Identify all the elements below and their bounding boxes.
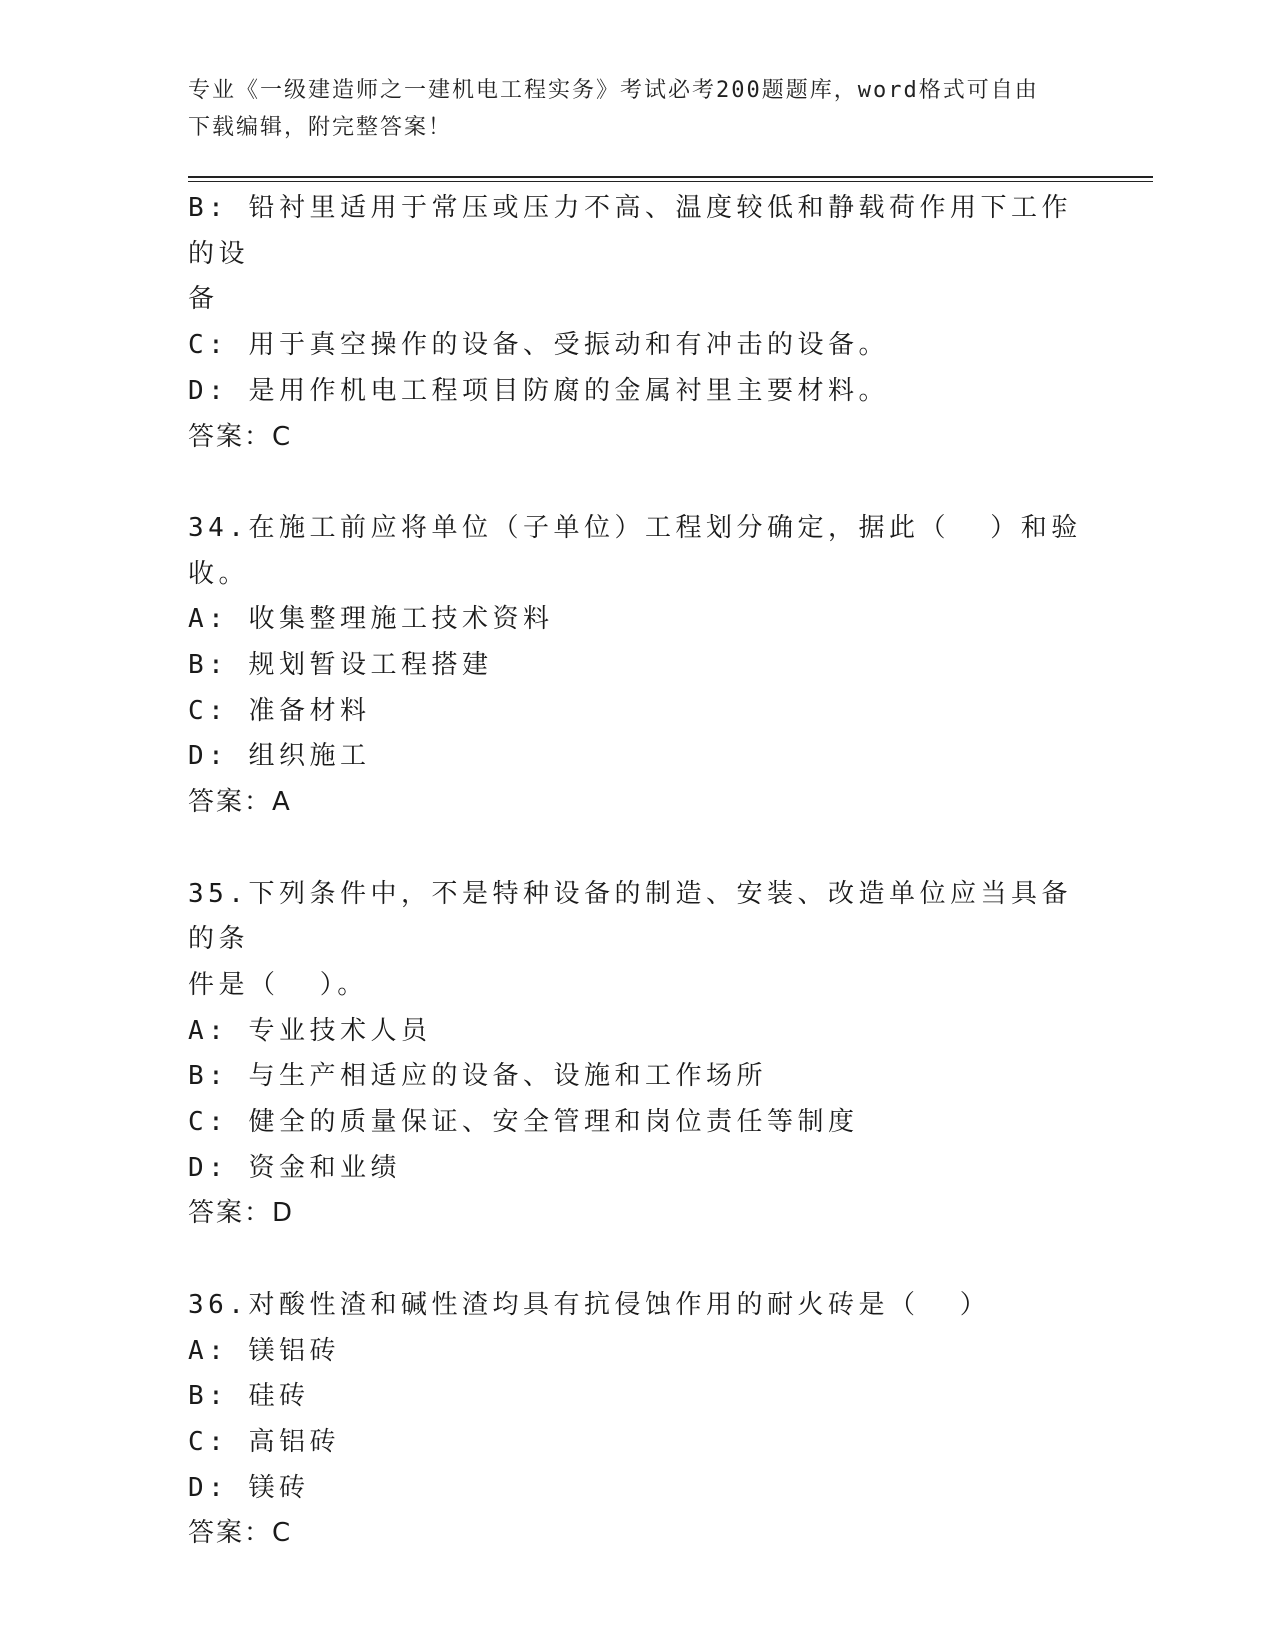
document-header: [188, 72, 1068, 146]
option-c: C: 健全的质量保证、安全管理和岗位责任等制度: [188, 1107, 859, 1138]
option-c: C: 高铝砖: [188, 1426, 340, 1457]
spacer: [188, 1237, 1088, 1283]
question-block-36: [188, 1283, 1088, 1557]
question-text: 36.对酸性渣和碱性渣均具有抗侵蚀作用的耐火砖是（ ）: [188, 1289, 991, 1320]
question-text-line-1: 35.下列条件中，不是特种设备的制造、安装、改造单位应当具备的条: [188, 878, 1072, 955]
option-b: B: 与生产相适应的设备、设施和工作场所: [188, 1061, 767, 1092]
option-c: C: 用于真空操作的设备、受振动和有冲击的设备。: [188, 330, 889, 361]
answer-line: 答案：C: [188, 421, 293, 452]
option-d: D: 是用作机电工程项目防腐的金属衬里主要材料。: [188, 375, 889, 406]
option-b-line-1: B: 铅衬里适用于常压或压力不高、温度较低和静载荷作用下工作的设: [188, 193, 1072, 269]
spacer: [188, 460, 1088, 506]
question-block-34: [188, 506, 1088, 826]
option-a: A: 收集整理施工技术资料: [188, 604, 554, 635]
option-c: C: 准备材料: [188, 695, 371, 726]
option-b: B: 规划暂设工程搭建: [188, 650, 493, 681]
question-block-35: [188, 872, 1088, 1238]
spacer: [188, 826, 1088, 872]
answer-line: 答案：A: [188, 787, 292, 818]
option-d: D: 组织施工: [188, 741, 371, 772]
option-b: B: 硅砖: [188, 1381, 310, 1412]
header-title-line-1: 专业《一级建造师之一建机电工程实务》考试必考200题题库，word格式可自由: [188, 78, 1039, 103]
question-text-line-2: 件是（ ）。: [188, 969, 368, 1000]
question-list: [188, 186, 1088, 1557]
question-text: 34.在施工前应将单位（子单位）工程划分确定，据此（ ）和验收。: [188, 512, 1082, 589]
option-d: D: 镁砖: [188, 1472, 310, 1503]
answer-line: 答案：C: [188, 1518, 293, 1549]
header-title-line-2: 下载编辑，附完整答案！: [188, 115, 453, 140]
question-block-33: [188, 186, 1088, 460]
option-b-line-2: 备: [188, 284, 219, 315]
option-d: D: 资金和业绩: [188, 1152, 401, 1183]
answer-line: 答案：D: [188, 1198, 295, 1229]
header-divider-thick: [188, 176, 1153, 178]
option-a: A: 专业技术人员: [188, 1015, 432, 1046]
option-a: A: 镁铝砖: [188, 1335, 340, 1366]
header-divider-thin: [188, 181, 1153, 182]
